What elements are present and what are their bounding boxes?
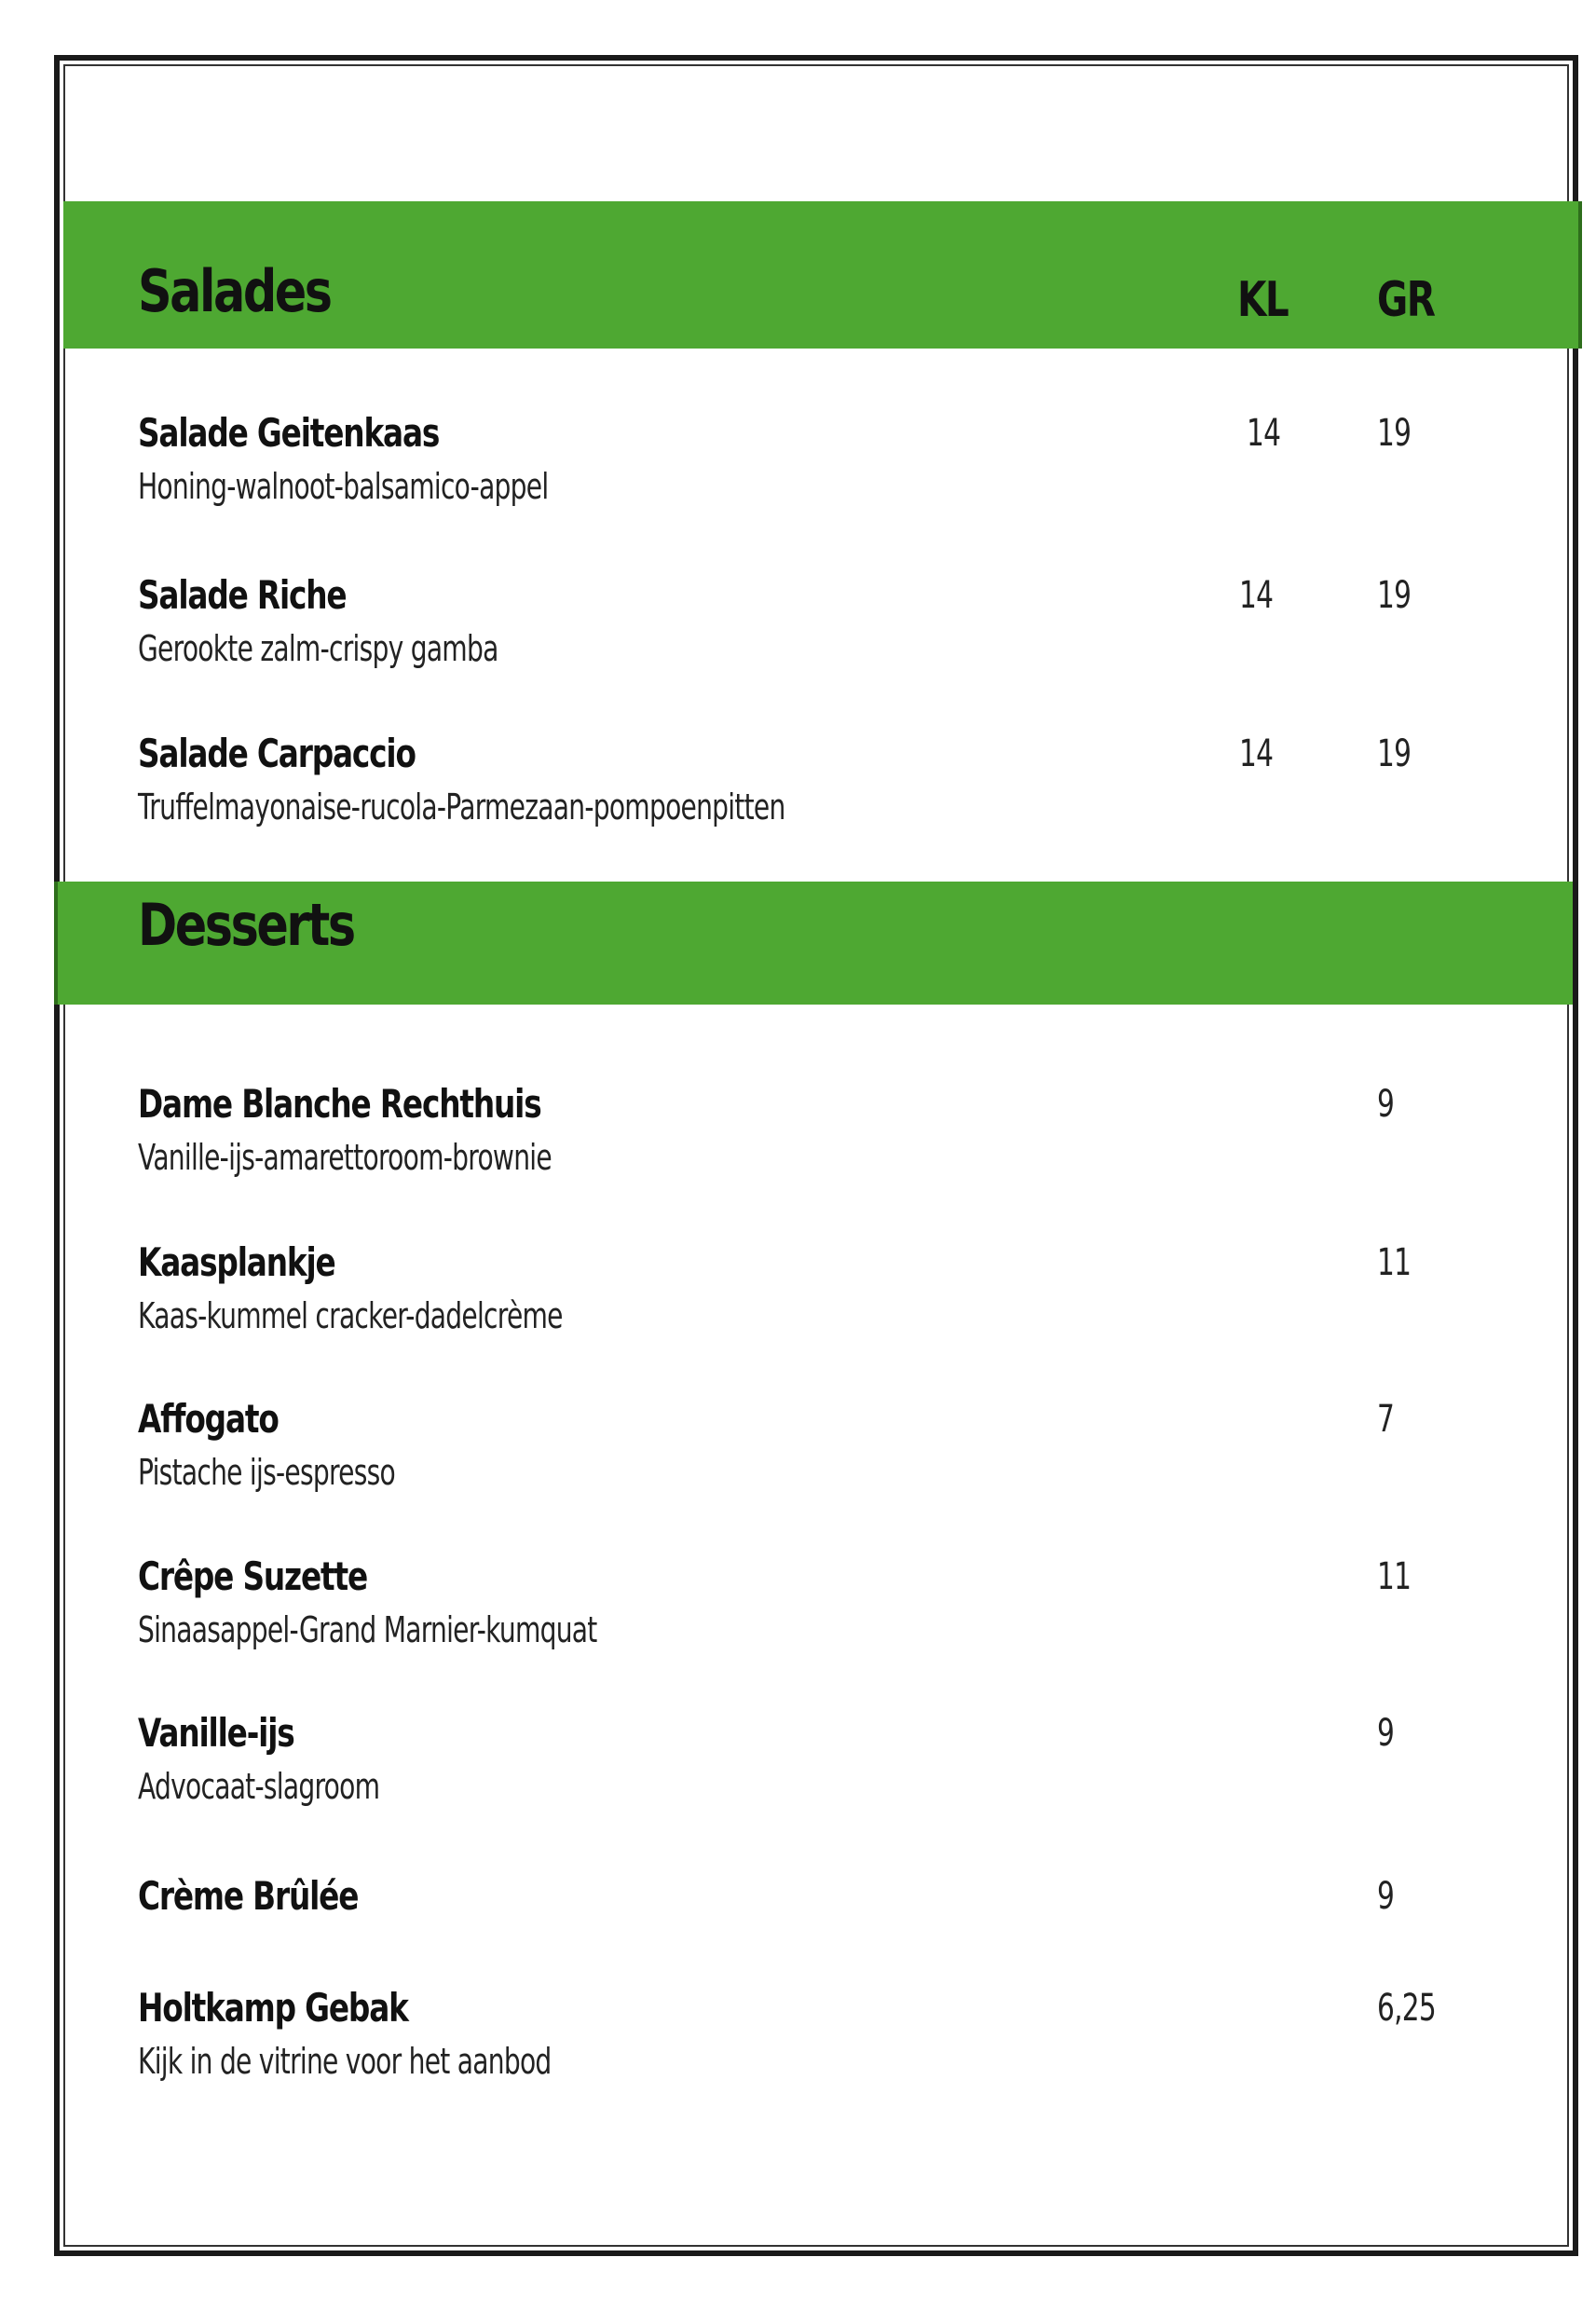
price: 11 (1377, 1241, 1412, 1284)
price: 7 (1377, 1398, 1395, 1441)
price-large: 19 (1377, 732, 1412, 775)
band-edge (1578, 201, 1582, 349)
column-header-gr: GR (1377, 272, 1435, 328)
item-name: Affogato (138, 1396, 279, 1442)
item-name: Crêpe Suzette (138, 1553, 368, 1599)
price: 11 (1377, 1555, 1412, 1598)
item-description: Kaas-kummel cracker-dadelcrème (138, 1295, 563, 1336)
item-description: Advocaat-slagroom (138, 1766, 380, 1807)
item-description: Vanille-ijs-amarettoroom-brownie (138, 1137, 552, 1178)
price-large: 19 (1377, 412, 1412, 455)
item-description: Gerookte zalm-crispy gamba (138, 628, 498, 669)
item-description: Sinaasappel-Grand Marnier-kumquat (138, 1609, 597, 1650)
item-name: Salade Carpaccio (138, 731, 416, 776)
item-name: Holtkamp Gebak (138, 1985, 408, 2031)
item-description: Honing-walnoot-balsamico-appel (138, 466, 549, 507)
item-name: Salade Riche (138, 572, 347, 618)
salades-title: Salades (138, 257, 331, 325)
price-small: 14 (1239, 732, 1274, 775)
item-name: Dame Blanche Rechthuis (138, 1081, 541, 1127)
price-small: 14 (1247, 412, 1281, 455)
item-name: Crème Brûlée (138, 1873, 359, 1919)
desserts-title: Desserts (138, 891, 354, 959)
band-edge (54, 882, 58, 1005)
item-description: Truffelmayonaise-rucola-Parmezaan-pompoenpitten (138, 787, 785, 828)
column-header-kl: KL (1237, 272, 1289, 328)
price-small: 14 (1239, 574, 1274, 617)
item-name: Vanille-ijs (138, 1710, 294, 1756)
price: 9 (1377, 1875, 1395, 1918)
price: 9 (1377, 1083, 1395, 1126)
item-description: Kijk in de vitrine voor het aanbod (138, 2041, 552, 2082)
price: 9 (1377, 1712, 1395, 1755)
item-name: Salade Geitenkaas (138, 410, 440, 456)
price: 6,25 (1377, 1987, 1436, 2030)
item-name: Kaasplankje (138, 1239, 335, 1285)
price-large: 19 (1377, 574, 1412, 617)
item-description: Pistache ijs-espresso (138, 1452, 396, 1493)
